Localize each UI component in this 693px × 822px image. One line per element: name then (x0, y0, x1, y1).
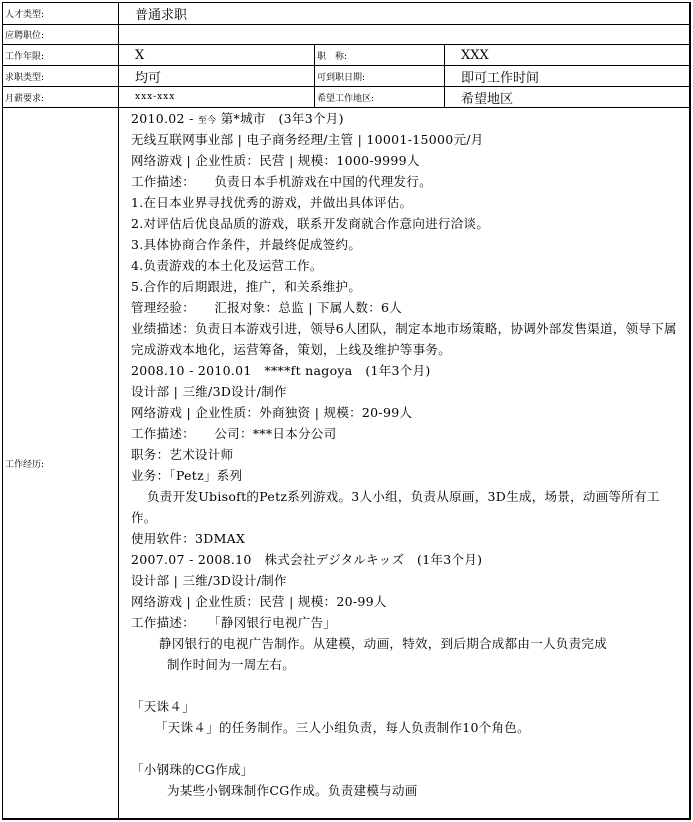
job3-project1-time: 制作时间为一周左右。 (167, 657, 296, 672)
job3-desc: 工作描述： 「静冈银行电视广告」 (131, 615, 337, 630)
position-label: 应聘职位: (3, 25, 119, 45)
job3-dept: 设计部 | 三维/3D设计/制作 (131, 573, 287, 588)
start-date-value: 即可工作时间 (445, 66, 690, 87)
job1-item5: 5.合作的后期跟进，推广，和关系维护。 (131, 279, 362, 294)
job3-project3-title: 「小钢珠的CG作成」 (131, 762, 254, 777)
job2-business: 业务：「Petz」系列 (131, 468, 243, 483)
job3-header: 2007.07 - 2008.10 株式会社デジタルキッズ (1年3个月) (131, 552, 483, 567)
job2-detail: 负责开发Ubisoft的Petz系列游戏。3人小组，负责从原画，3D生成，场景，动画等所有工作。 (131, 489, 660, 525)
job2-software: 使用软件：3DMAX (131, 531, 246, 546)
job2-dept: 设计部 | 三维/3D设计/制作 (131, 384, 287, 399)
row-job-type (3, 66, 690, 87)
salary-value: xxx-xxx (119, 87, 315, 108)
job1-date: 2010.02 - (131, 111, 198, 126)
job1-item1: 1.在日本业界寻找优秀的游戏，并做出具体评估。 (131, 195, 413, 210)
spacer (131, 738, 683, 759)
row-position (3, 25, 690, 45)
talent-type-label: 人才类型: (3, 3, 119, 25)
job1-desc: 工作描述： 负责日本手机游戏在中国的代理发行。 (131, 174, 432, 189)
job3-project2-detail: 「天诛４」的任务制作。三人小组负责，每人负责制作10个角色。 (155, 720, 530, 735)
row-talent-type (3, 3, 690, 25)
job1-item4: 4.负责游戏的本土化及运营工作。 (131, 258, 323, 273)
title-label: 职 称: (315, 45, 445, 66)
region-label: 希望工作地区: (315, 87, 445, 108)
job1-management: 管理经验： 汇报对象：总监 | 下属人数：6人 (131, 300, 403, 315)
job2-industry: 网络游戏 | 企业性质：外商独资 | 规模：20-99人 (131, 405, 413, 420)
job1-header (131, 108, 683, 129)
resume-table (2, 2, 691, 820)
job-type-value: 均可 (119, 66, 315, 87)
job1-industry: 网络游戏 | 企业性质：民营 | 规模：1000-9999人 (131, 153, 420, 168)
start-date-label: 可到职日期: (315, 66, 445, 87)
spacer (131, 675, 683, 696)
position-value (119, 25, 690, 45)
salary-label: 月薪要求: (3, 87, 119, 108)
work-history-label: 工作经历: (3, 108, 119, 820)
years-value: X (119, 45, 315, 66)
job1-company: 第*城市 (3年3个月) (216, 111, 344, 126)
job2-desc: 工作描述： 公司：***日本分公司 (131, 426, 337, 441)
job2-header: 2008.10 - 2010.01 ****ft nagoya (1年3个月) (131, 363, 431, 378)
region-value: 希望地区 (445, 87, 690, 108)
job3-project1-detail: 静冈银行的电视广告制作。从建模，动画，特效，到后期合成都由一人负责完成 (159, 636, 608, 651)
job1-item3: 3.具体协商合作条件，并最终促成签约。 (131, 237, 362, 252)
work-history-content (119, 108, 690, 820)
row-years (3, 45, 690, 66)
job-type-label: 求职类型: (3, 66, 119, 87)
job3-industry: 网络游戏 | 企业性质：民营 | 规模：20-99人 (131, 594, 387, 609)
row-salary (3, 87, 690, 108)
title-value: XXX (445, 45, 690, 66)
job1-present: 至今 (197, 116, 217, 126)
job2-role: 职务：艺术设计师 (131, 447, 234, 462)
job3-project3-detail: 为某些小钢珠制作CG作成。负责建模与动画 (167, 783, 418, 798)
job1-achievements: 业绩描述：负责日本游戏引进，领导6人团队，制定本地市场策略，协调外部发售渠道，领导下属完成游戏本地化，运营筹备，策划，上线及维护等事务。 (131, 321, 677, 357)
job3-project2-title: 「天诛４」 (131, 699, 196, 714)
years-label: 工作年限: (3, 45, 119, 66)
job1-item2: 2.对评估后优良品质的游戏，联系开发商就合作意向进行洽谈。 (131, 216, 490, 231)
row-work-history (3, 108, 690, 820)
job1-dept: 无线互联网事业部 | 电子商务经理/主管 | 10001-15000元/月 (131, 132, 484, 147)
talent-type-value: 普通求职 (119, 3, 690, 25)
